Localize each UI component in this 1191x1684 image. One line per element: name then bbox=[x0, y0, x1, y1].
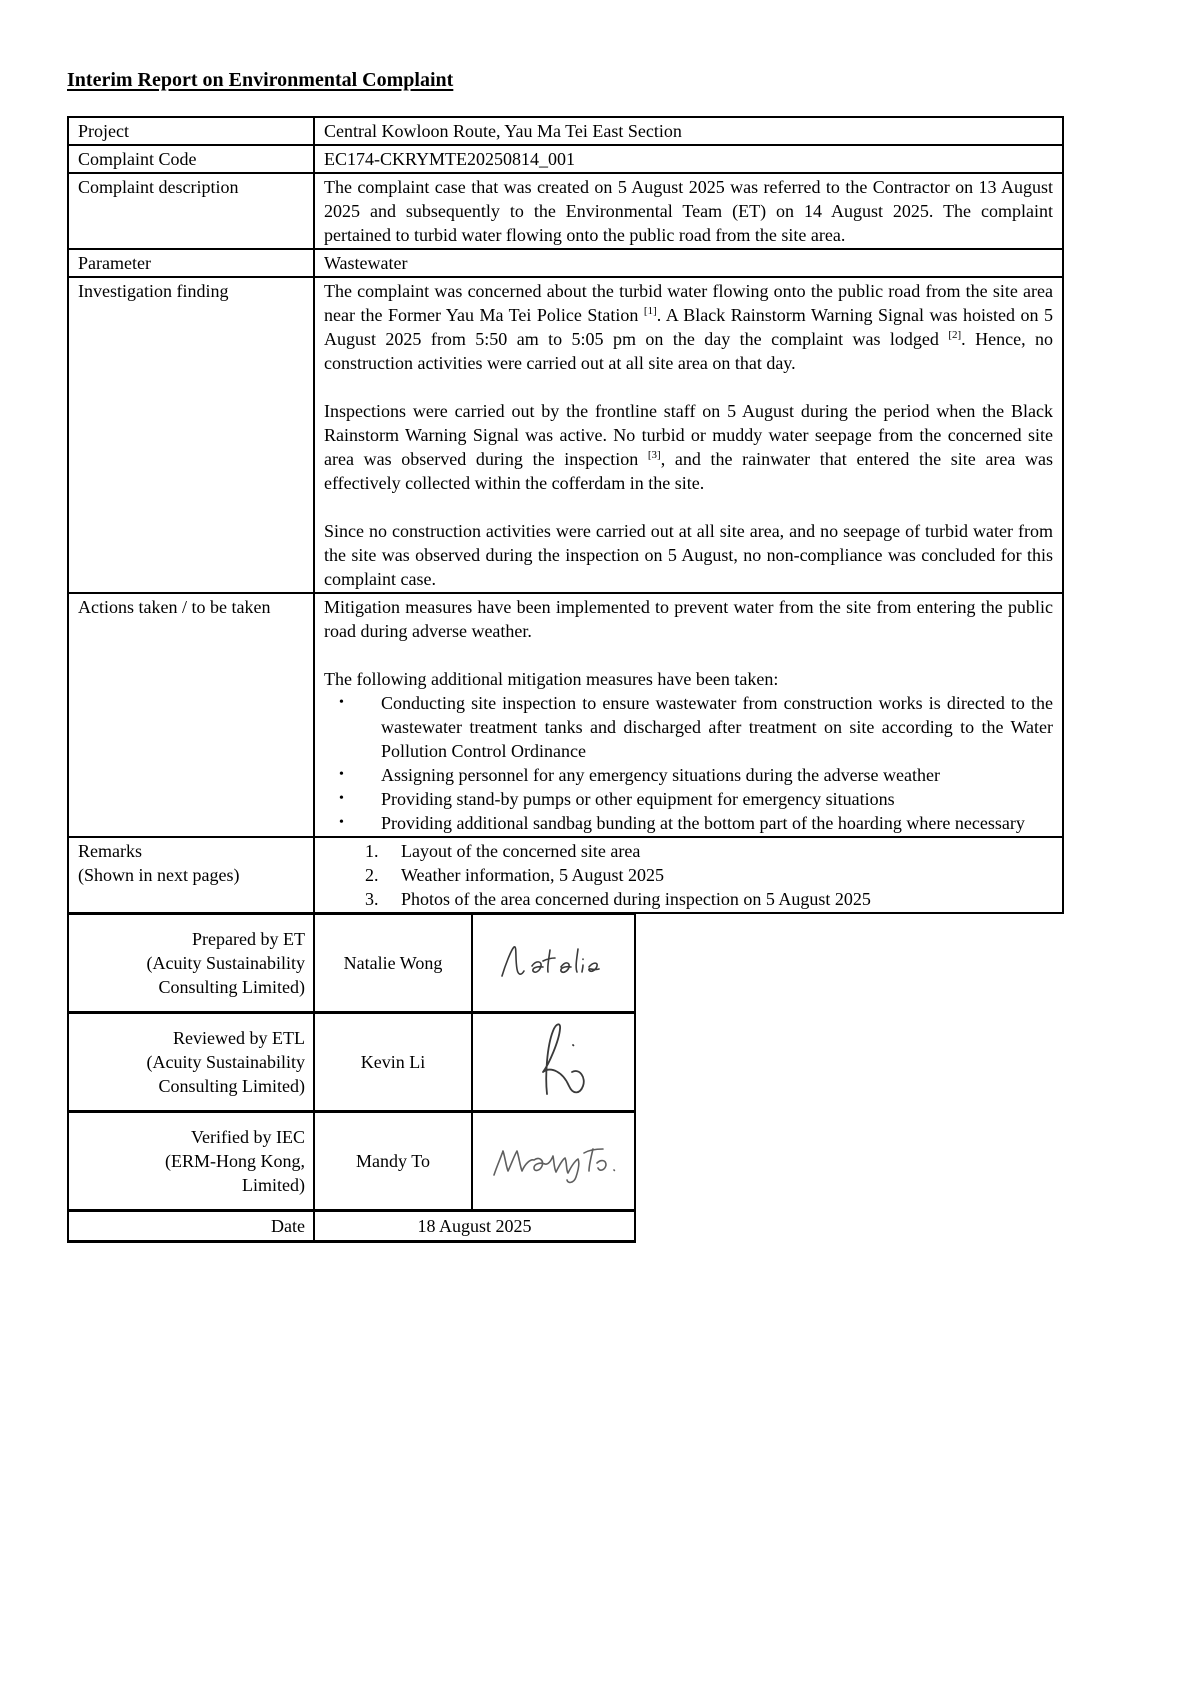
page-title: Interim Report on Environmental Complaint bbox=[67, 69, 454, 91]
footnote-ref-2: [2] bbox=[948, 329, 962, 341]
reviewed-by-name: Kevin Li bbox=[314, 1013, 472, 1112]
footnote-ref-1: [1] bbox=[643, 305, 657, 317]
role-line: Prepared by ET bbox=[192, 929, 305, 949]
prepared-by-label bbox=[68, 914, 314, 1013]
finding-text: . A Black Rainstorm Warning Signal was hoisted on 5 August 2025 from 5:50 am to 5:05 pm on the day the complaint was lodged bbox=[324, 305, 1053, 349]
investigation-finding-value bbox=[314, 277, 1063, 593]
role-line: Consulting Limited) bbox=[158, 1076, 305, 1096]
remark-item bbox=[324, 887, 1053, 911]
complaint-description-label: Complaint description bbox=[68, 173, 314, 249]
remark-item-text: Photos of the area concerned during inspection on 5 August 2025 bbox=[401, 889, 871, 909]
date-value: 18 August 2025 bbox=[314, 1211, 635, 1242]
finding-text: The complaint was concerned about the turbid water flowing onto the public road from the site area near the Former Yau Ma Tei Police Station bbox=[324, 281, 1053, 325]
list-item bbox=[324, 691, 1053, 763]
actions-intro: Mitigation measures have been implemented to prevent water from the site from entering the public road during adverse weather. bbox=[324, 597, 1053, 641]
list-item-text: Assigning personnel for any emergency situations during the adverse weather bbox=[381, 765, 941, 785]
date-label: Date bbox=[68, 1211, 314, 1242]
complaint-description-value: The complaint case that was created on 5 August 2025 was referred to the Contractor on 13 August 2025 and subsequently to the Environmental Team (ET) on 14 August 2025. The complaint pertained to turbid water flowing onto the public road from the site area. bbox=[314, 173, 1063, 249]
finding-paragraph-3 bbox=[324, 519, 1053, 591]
remark-item-number: 3. bbox=[365, 889, 379, 909]
reviewed-by-signature-cell bbox=[472, 1013, 635, 1112]
list-item-text: Providing stand-by pumps or other equipment for emergency situations bbox=[381, 789, 895, 809]
list-item-text: Providing additional sandbag bunding at the bottom part of the hoarding where necessary bbox=[381, 813, 1025, 833]
remarks-label-line1: Remarks bbox=[78, 841, 142, 861]
prepared-by-signature-cell bbox=[472, 914, 635, 1013]
list-item bbox=[324, 787, 1053, 811]
remark-item-text: Layout of the concerned site area bbox=[401, 841, 641, 861]
list-item bbox=[324, 811, 1053, 835]
table-row-actions-taken bbox=[68, 593, 1063, 837]
bullet-icon: • bbox=[339, 791, 344, 806]
project-value: Central Kowloon Route, Yau Ma Tei East Section bbox=[314, 117, 1063, 145]
signoff-row-verified bbox=[68, 1112, 635, 1211]
finding-text: Since no construction activities were carried out at all site area, and no seepage of turbid water from the site was observed during the inspection on 5 August, no non-compliance was concluded for this complaint case. bbox=[324, 521, 1053, 589]
table-row-project bbox=[68, 117, 1063, 145]
signoff-row-prepared bbox=[68, 914, 635, 1013]
complaint-report-table bbox=[67, 116, 1064, 914]
remarks-label bbox=[68, 837, 314, 913]
bullet-icon: • bbox=[339, 767, 344, 782]
kevin-li-signature bbox=[523, 1020, 585, 1104]
mandy-to-signature bbox=[488, 1137, 620, 1185]
table-row-investigation-finding bbox=[68, 277, 1063, 593]
finding-paragraph-2 bbox=[324, 399, 1053, 495]
parameter-label: Parameter bbox=[68, 249, 314, 277]
actions-taken-value bbox=[314, 593, 1063, 837]
remark-item-text: Weather information, 5 August 2025 bbox=[401, 865, 665, 885]
reviewed-by-label bbox=[68, 1013, 314, 1112]
role-line: (Acuity Sustainability bbox=[146, 953, 305, 973]
table-row-parameter bbox=[68, 249, 1063, 277]
verified-by-signature-cell bbox=[472, 1112, 635, 1211]
signoff-table bbox=[67, 912, 636, 1243]
parameter-value: Wastewater bbox=[314, 249, 1063, 277]
remarks-label-line2: (Shown in next pages) bbox=[78, 865, 240, 885]
complaint-code-label: Complaint Code bbox=[68, 145, 314, 173]
verified-by-label bbox=[68, 1112, 314, 1211]
remark-item-number: 1. bbox=[365, 841, 379, 861]
natalie-wong-signature bbox=[494, 940, 614, 986]
complaint-code-value: EC174-CKRYMTE20250814_001 bbox=[314, 145, 1063, 173]
list-item bbox=[324, 763, 1053, 787]
finding-text: . Hence, no construction activities were carried out at all site area on that day. bbox=[324, 329, 1053, 373]
role-line: Consulting Limited) bbox=[158, 977, 305, 997]
table-row-complaint-description bbox=[68, 173, 1063, 249]
finding-text: Inspections were carried out by the frontline staff on 5 August during the period when the Black Rainstorm Warning Signal was active. No turbid or muddy water seepage from the concerned site area was observed during the inspection bbox=[324, 401, 1053, 469]
remark-item bbox=[324, 863, 1053, 887]
project-label: Project bbox=[68, 117, 314, 145]
remark-item-number: 2. bbox=[365, 865, 379, 885]
role-line: (Acuity Sustainability bbox=[146, 1052, 305, 1072]
role-line: Limited) bbox=[242, 1175, 305, 1195]
list-item-text: Conducting site inspection to ensure wastewater from construction works is directed to the wastewater treatment tanks and discharged after treatment on site according to the Water Pollution Control Ordinance bbox=[381, 693, 1053, 761]
actions-taken-label: Actions taken / to be taken bbox=[68, 593, 314, 837]
role-line: Reviewed by ETL bbox=[173, 1028, 305, 1048]
remark-item bbox=[324, 839, 1053, 863]
verified-by-name: Mandy To bbox=[314, 1112, 472, 1211]
actions-list-header: The following additional mitigation measures have been taken: bbox=[324, 669, 779, 689]
finding-paragraph-1 bbox=[324, 279, 1053, 375]
table-row-remarks bbox=[68, 837, 1063, 913]
investigation-finding-label: Investigation finding bbox=[68, 277, 314, 593]
role-line: (ERM-Hong Kong, bbox=[165, 1151, 305, 1171]
bullet-icon: • bbox=[339, 695, 344, 710]
remarks-value bbox=[314, 837, 1063, 913]
bullet-icon: • bbox=[339, 815, 344, 830]
role-line: Verified by IEC bbox=[191, 1127, 305, 1147]
footnote-ref-3: [3] bbox=[647, 449, 661, 461]
signoff-row-date bbox=[68, 1211, 635, 1242]
signoff-row-reviewed bbox=[68, 1013, 635, 1112]
table-row-complaint-code bbox=[68, 145, 1063, 173]
finding-text: , and the rainwater that entered the site area was effectively collected within the cofferdam in the site. bbox=[324, 449, 1053, 493]
prepared-by-name: Natalie Wong bbox=[314, 914, 472, 1013]
